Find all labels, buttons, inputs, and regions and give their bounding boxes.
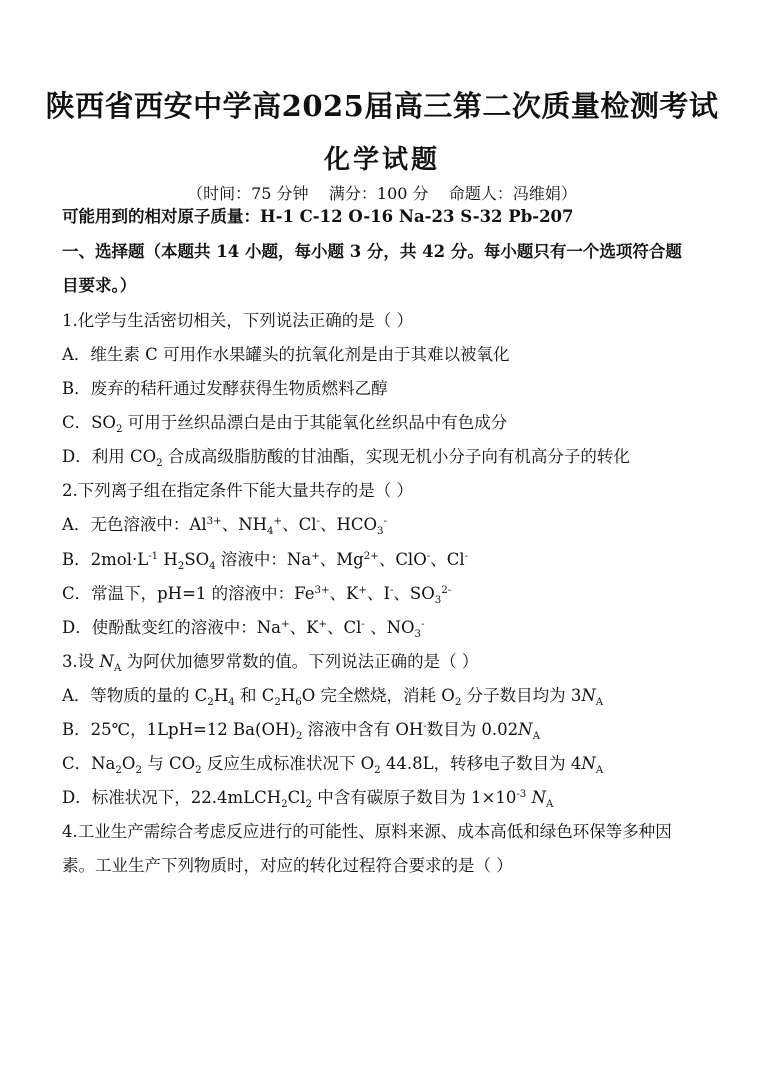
q2-option-a-text: 、Cl [282, 515, 317, 534]
q2-option-b-text: H [158, 550, 178, 569]
q2-option-b [62, 549, 468, 571]
q3-option-a-text: A．等物质的量的 C [62, 686, 208, 705]
q2-option-a-subscript: 3 [377, 525, 384, 537]
q2-option-a-superscript: + [273, 516, 283, 528]
q3-option-c-text: O [121, 754, 136, 773]
q3-option-b-italic-symbol: N [518, 720, 533, 739]
q3-option-c-italic-symbol: N [581, 754, 596, 773]
q3-option-d-text: D．标准状况下，22.4mLCH [62, 788, 282, 807]
q2-option-d [62, 617, 425, 639]
q3-option-b-subscript: A [532, 730, 540, 742]
q1-option-b: B．废弃的秸秆通过发酵获得生物质燃料乙醇 [62, 379, 388, 398]
q1-option-c [62, 412, 507, 434]
q3-option-c-text: 44.8L，转移电子数目为 4 [380, 754, 582, 773]
q2-option-b-superscript: -1 [148, 551, 159, 563]
q3-option-b-text: 数目为 0.02 [426, 720, 519, 739]
q3-option-d-subscript: 2 [305, 798, 313, 810]
q2-option-c-text: 、SO [393, 584, 435, 603]
q3-option-b-subscript: 2 [295, 730, 303, 742]
q2-option-c-superscript: 3+ [314, 585, 330, 597]
q3-stem-text: 为阿伏加德罗常数的值。下列说法正确的是（ ） [121, 652, 479, 671]
exam-title: 陕西省西安中学高2025届高三第二次质量检测考试 [45, 89, 719, 123]
q2-option-a-subscript: 4 [267, 525, 274, 537]
q3-stem-italic-symbol: N [99, 652, 114, 671]
q2-option-b-text: B．2mol·L [62, 550, 149, 569]
q2-option-d-text: 、K [289, 618, 319, 637]
q2-option-b-subscript: 2 [177, 560, 185, 572]
q3-option-a-subscript: 4 [228, 696, 235, 708]
q2-option-b-superscript: - [426, 551, 431, 563]
q2-option-d-subscript: 3 [414, 628, 422, 640]
q2-stem: 2.下列离子组在指定条件下能大量共存的是（ ） [62, 481, 413, 500]
q1-option-c-text: 可用于丝织品漂白是由于其能氧化丝织品中有色成分 [122, 413, 508, 432]
q1-stem: 1.化学与生活密切相关，下列说法正确的是（ ） [62, 311, 413, 330]
q2-option-a-superscript: 3+ [206, 516, 222, 528]
q3-option-a-subscript: 2 [274, 696, 281, 708]
q3-option-a-italic-symbol: N [581, 686, 596, 705]
q2-option-a-text: 、HCO [319, 515, 377, 534]
q3-option-b [62, 719, 540, 741]
q2-option-c-superscript: 2- [441, 585, 452, 597]
q3-option-c-subscript: A [595, 764, 604, 776]
q2-option-c-subscript: 3 [434, 594, 442, 606]
q3-option-d-subscript: 2 [281, 798, 288, 810]
q3-option-a [62, 685, 603, 707]
q2-option-c-text: 、K [329, 584, 359, 603]
q3-option-d-text: Cl [287, 788, 306, 807]
q2-option-d-superscript: + [318, 619, 327, 631]
q2-option-b-superscript: 2+ [363, 551, 379, 563]
q1-option-d-text: D．利用 CO [62, 447, 157, 466]
q2-option-d-superscript: + [281, 619, 290, 631]
q3-stem-text: 3.设 [62, 652, 100, 671]
q3-option-a-subscript: 6 [295, 696, 302, 708]
q2-option-b-superscript: + [311, 551, 320, 563]
q2-option-c [62, 583, 451, 605]
q2-option-b-text: 溶液中：Na [215, 550, 312, 569]
q3-option-b-text: B．25℃，1LpH=12 Ba(OH) [62, 720, 296, 739]
q3-option-d-superscript: -3 [516, 789, 527, 801]
q2-option-a-superscript: - [383, 516, 387, 528]
q3-option-c-text: C．Na [62, 754, 116, 773]
q2-option-a [62, 514, 387, 536]
q3-option-d-text: 中含有碳原子数目为 1×10 [312, 788, 517, 807]
q3-option-d-italic-symbol: N [531, 788, 546, 807]
q2-option-b-subscript: 4 [209, 560, 216, 572]
q2-option-d-superscript: - [421, 619, 425, 631]
q1-option-d [62, 446, 630, 468]
q3-option-a-text: O 完全燃烧，消耗 O [301, 686, 455, 705]
q2-option-c-superscript: + [358, 585, 367, 597]
q2-option-b-text: SO [184, 550, 210, 569]
atomic-masses: 可能用到的相对原子质量：H-1 C-12 O-16 Na-23 S-32 Pb-207 [62, 207, 574, 226]
section-heading-line2: 目要求。） [62, 276, 137, 295]
q2-option-d-text: 、Cl [326, 618, 362, 637]
q3-option-d-subscript: A [546, 798, 554, 810]
section-heading-line1: 一、选择题（本题共 14 小题，每小题 3 分，共 42 分。每小题只有一个选项符合题 [62, 242, 682, 261]
q2-option-a-text: A．无色溶液中：Al [62, 515, 207, 534]
q4-stem-line1: 4.工业生产需综合考虑反应进行的可能性、原料来源、成本高低和绿色环保等多种因 [62, 822, 672, 841]
q1-option-c-text: C．SO [62, 413, 116, 432]
q3-option-c-text: 与 CO [141, 754, 196, 773]
q3-option-a-subscript: 2 [207, 696, 214, 708]
q3-option-d [62, 787, 553, 809]
q3-option-b-text: 溶液中含有 OH [302, 720, 424, 739]
q2-option-d-superscript: - [361, 619, 365, 631]
q3-option-c-subscript: 2 [135, 764, 142, 776]
q1-option-a: A．维生素 C 可用作水果罐头的抗氧化剂是由于其难以被氧化 [62, 345, 510, 364]
q2-option-c-text: 、I [366, 584, 390, 603]
q3-option-b-superscript: - [423, 721, 427, 733]
subject-title: 化学试题 [323, 145, 440, 175]
q2-option-b-superscript: - [464, 551, 469, 563]
q1-option-d-subscript: 2 [156, 457, 163, 469]
q2-option-d-text: D．使酚酞变红的溶液中：Na [62, 618, 282, 637]
q1-option-d-text: 合成高级脂肪酸的甘油酯，实现无机小分子向有机高分子的转化 [162, 447, 630, 466]
q2-option-b-text: 、Mg [319, 550, 364, 569]
q2-option-d-text: 、NO [364, 618, 415, 637]
q3-stem-subscript: A [113, 662, 122, 674]
q3-option-a-text: 和 C [234, 686, 275, 705]
q3-option-c-subscript: 2 [195, 764, 202, 776]
q3-option-a-text: H [213, 686, 229, 705]
q3-option-a-text: H [280, 686, 296, 705]
q2-option-a-text: 、NH [221, 515, 268, 534]
q3-stem [62, 651, 478, 673]
q3-option-c-subscript: 2 [374, 764, 381, 776]
q2-option-b-text: 、Cl [430, 550, 465, 569]
q3-option-c [62, 753, 603, 775]
q4-stem-line2: 素。工业生产下列物质时，对应的转化过程符合要求的是（ ） [62, 856, 513, 875]
q3-option-a-text: 分子数目均为 3 [461, 686, 582, 705]
q3-option-a-subscript: 2 [454, 696, 462, 708]
q2-option-b-text: 、ClO [378, 550, 427, 569]
q3-option-c-text: 反应生成标准状况下 O [201, 754, 375, 773]
q2-option-a-superscript: - [316, 516, 320, 528]
q1-option-c-subscript: 2 [115, 423, 123, 435]
q2-option-c-superscript: - [389, 585, 394, 597]
q3-option-c-subscript: 2 [115, 764, 122, 776]
exam-info: （时间：75 分钟 满分：100 分 命题人：冯维娟） [187, 184, 577, 203]
q3-option-a-subscript: A [595, 696, 604, 708]
q2-option-c-text: C．常温下，pH=1 的溶液中：Fe [62, 584, 315, 603]
